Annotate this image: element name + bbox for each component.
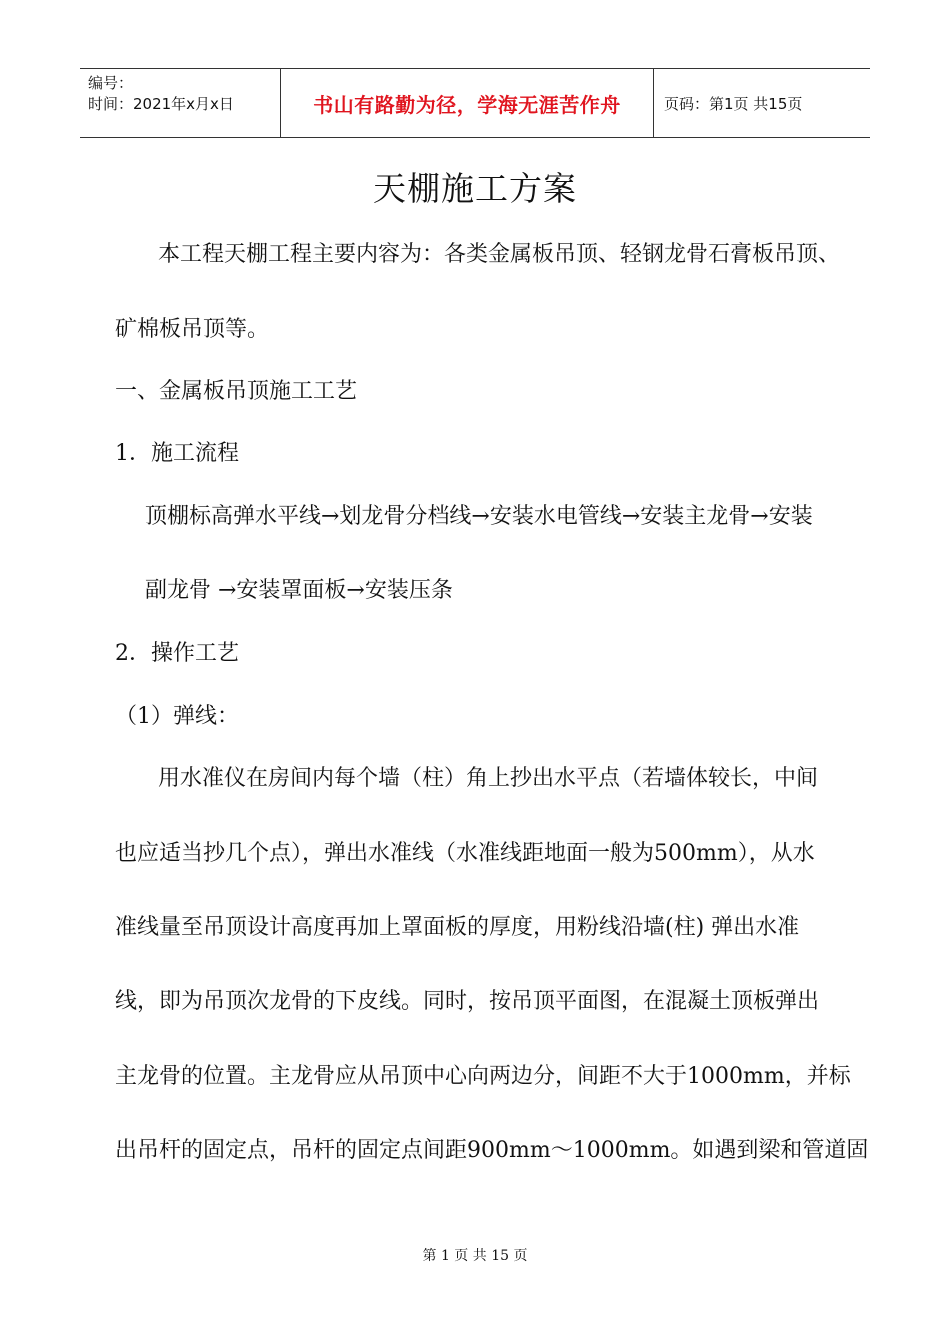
paragraph-line: 也应适当抄几个点），弹出水准线（水准线距地面一般为500mm），从水	[115, 841, 815, 866]
document-header	[80, 68, 870, 138]
paragraph-line: 准线量至吊顶设计高度再加上罩面板的厚度，用粉线沿墙(柱) 弹出水准	[115, 915, 800, 940]
paragraph-line: 用水准仪在房间内每个墙（柱）角上抄出水平点（若墙体较长，中间	[158, 766, 819, 791]
paragraph-line: 主龙骨的位置。主龙骨应从吊顶中心向两边分，间距不大于1000mm，并标	[115, 1064, 851, 1089]
header-motto: 书山有路勤为径，学海无涯苦作舟	[280, 69, 654, 137]
paragraph-line: 副龙骨 →安装罩面板→安装压条	[145, 578, 453, 603]
item-heading: （1）弹线：	[115, 704, 239, 729]
header-page-info: 页码：第1页 共15页	[664, 94, 803, 113]
subsection-heading: 2．操作工艺	[115, 641, 239, 666]
paragraph-line: 本工程天棚工程主要内容为：各类金属板吊顶、轻钢龙骨石膏板吊顶、	[158, 242, 841, 267]
paragraph-line: 顶棚标高弹水平线→划龙骨分档线→安装水电管线→安装主龙骨→安装	[145, 504, 813, 529]
page-footer: 第 1 页 共 15 页	[422, 1248, 528, 1264]
paragraph-line: 线，即为吊顶次龙骨的下皮线。同时，按吊顶平面图，在混凝土顶板弹出	[115, 989, 820, 1014]
section-heading: 一、金属板吊顶施工工艺	[115, 379, 358, 404]
subsection-heading: 1．施工流程	[115, 441, 239, 466]
paragraph-line: 出吊杆的固定点，吊杆的固定点间距900mm～1000mm。如遇到梁和管道固	[115, 1138, 869, 1163]
header-meta	[80, 69, 280, 137]
number-label: 编号：	[88, 74, 134, 92]
document-title: 天棚施工方案	[373, 169, 577, 208]
paragraph-line: 矿棉板吊顶等。	[115, 317, 270, 342]
time-label: 时间：2021年x月x日	[88, 95, 234, 113]
